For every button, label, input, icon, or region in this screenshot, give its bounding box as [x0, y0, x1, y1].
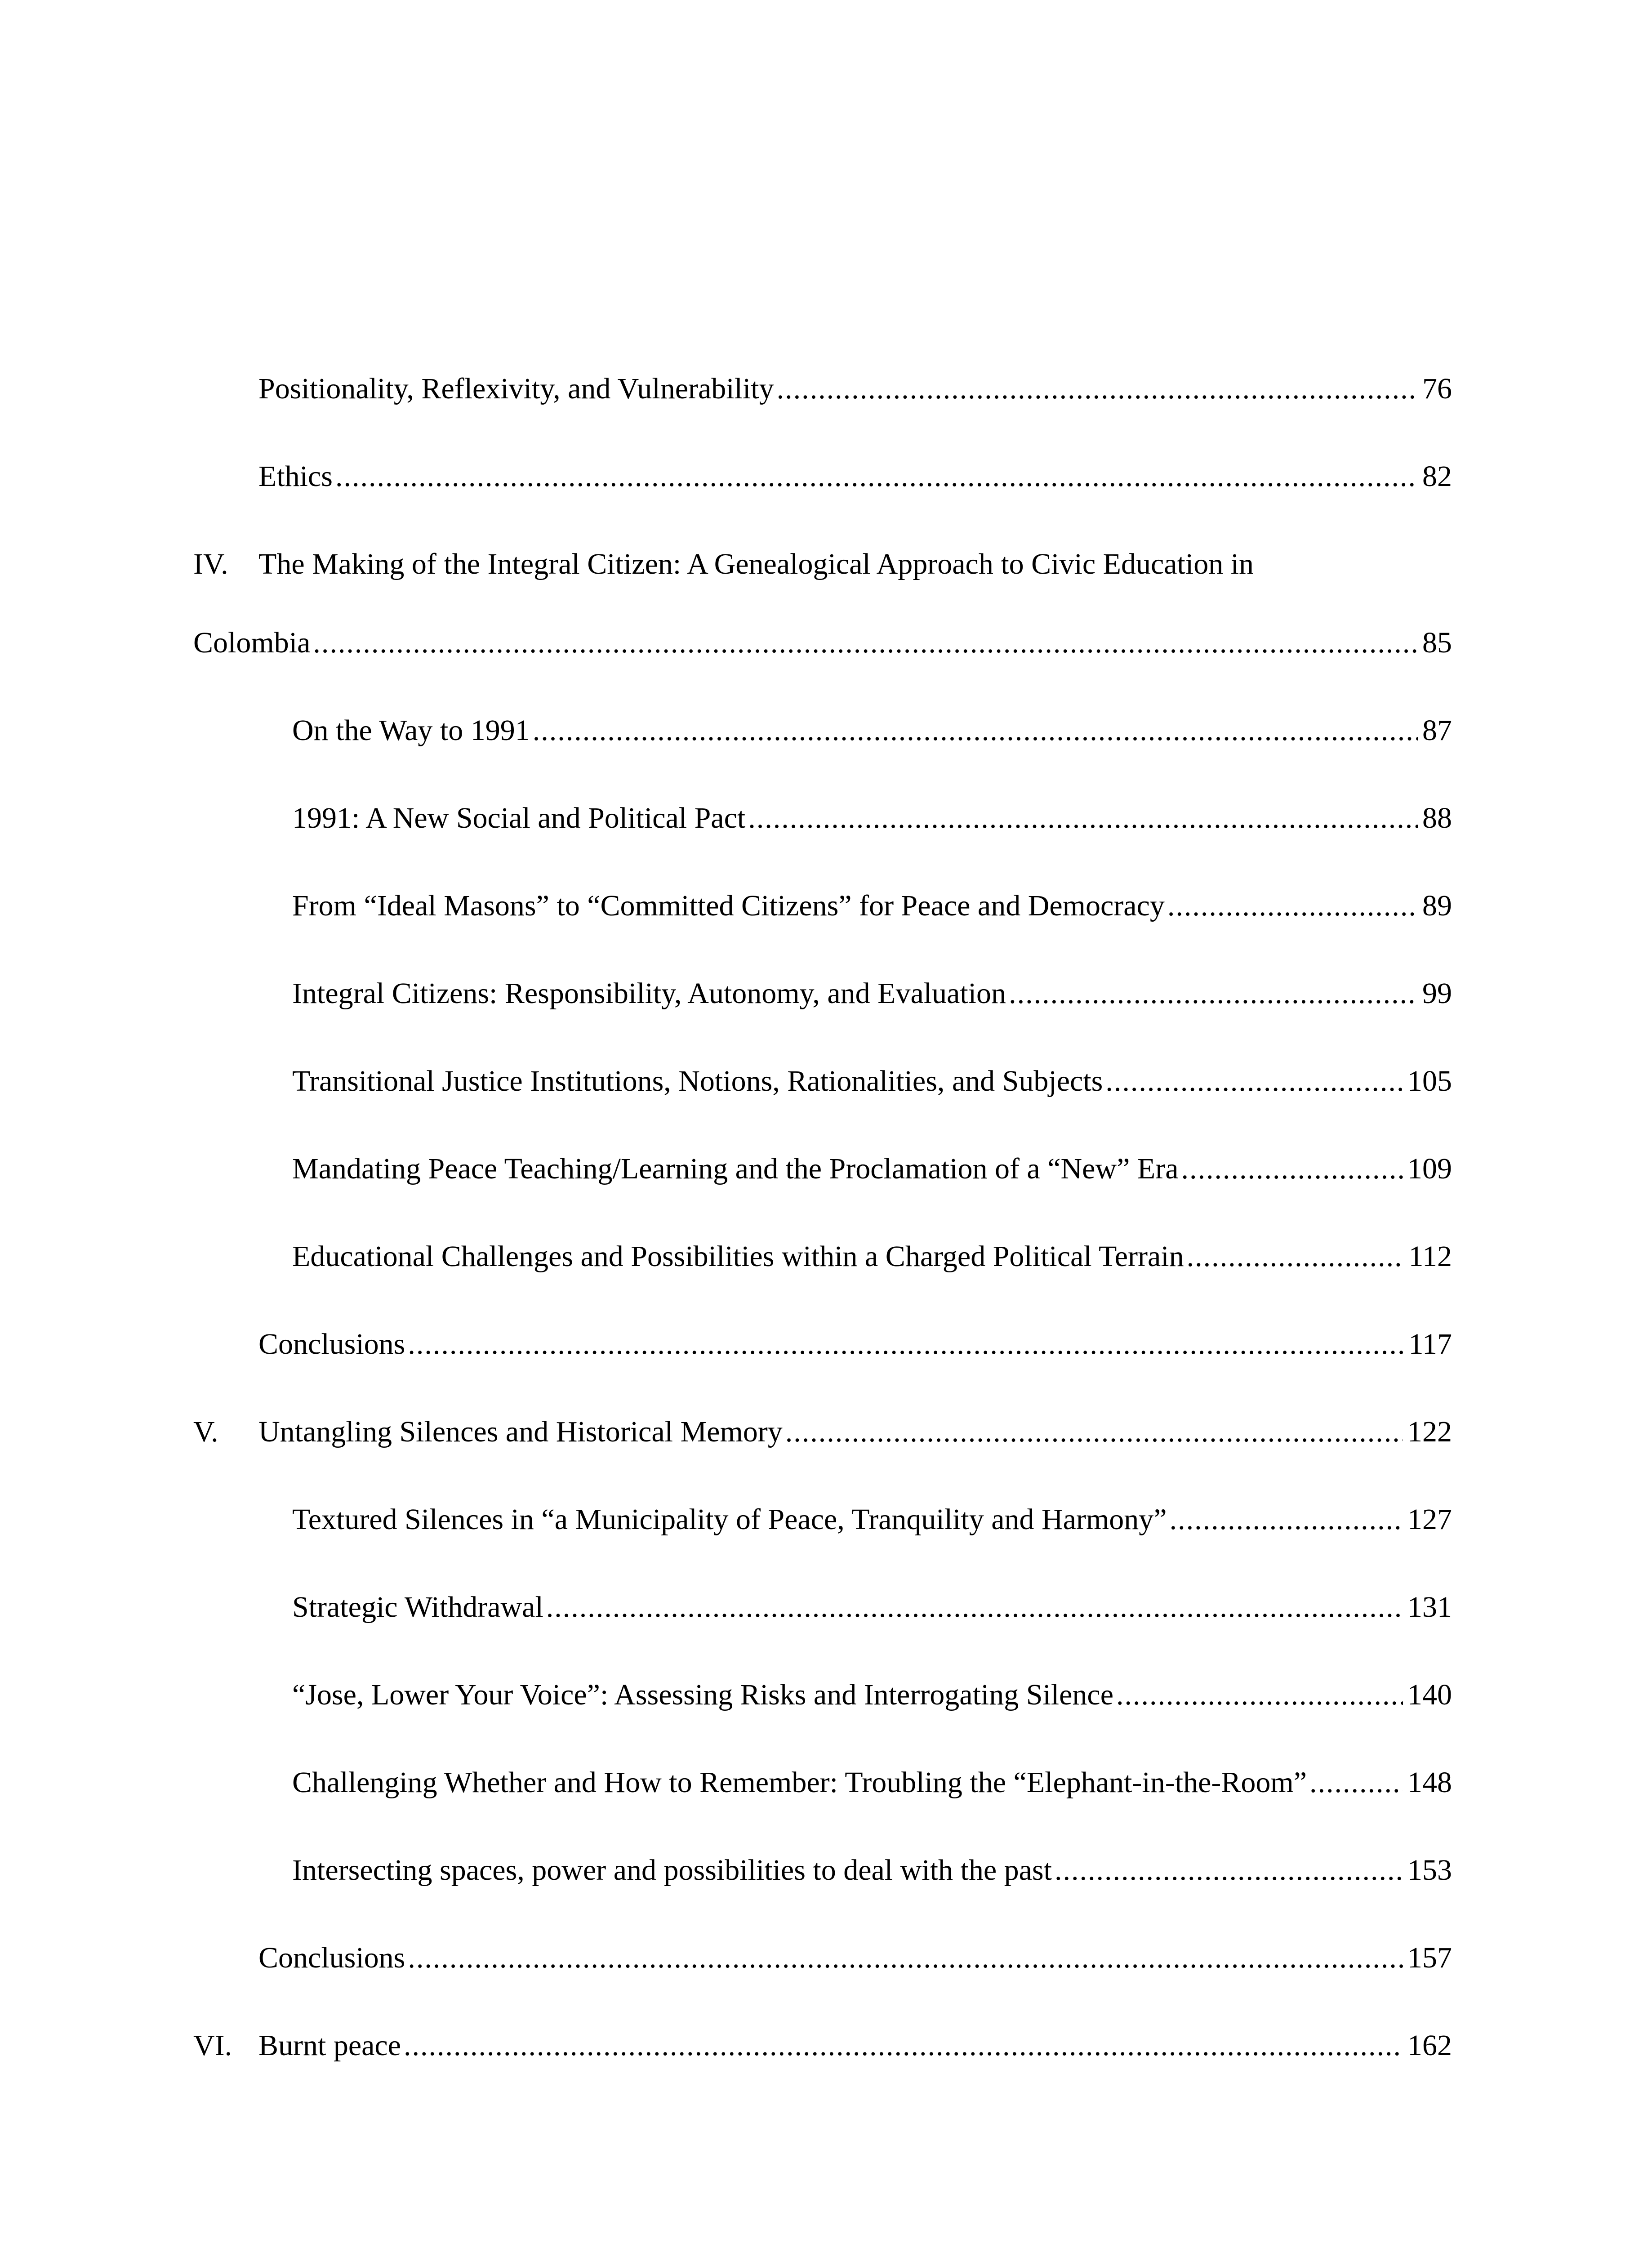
toc-entry-section[interactable]: [292, 794, 1452, 843]
dot-leader: [1116, 1670, 1403, 1720]
dot-leader: [1170, 1495, 1403, 1544]
dot-leader: [1309, 1758, 1403, 1807]
toc-entry-ethics[interactable]: [258, 452, 1452, 501]
toc-entry-title: Strategic Withdrawal: [292, 1591, 543, 1624]
chapter-title-line1: The Making of the Integral Citizen: A Genealogical Approach to Civic Education in: [258, 548, 1254, 580]
toc-entry-title: Textured Silences in “a Municipality of Peace, Tranquility and Harmony”: [292, 1503, 1167, 1536]
toc-entry-section[interactable]: [292, 706, 1452, 755]
toc-entry-conclusions[interactable]: [258, 1933, 1452, 1983]
toc-entry-title: Transitional Justice Institutions, Notions, Rationalities, and Subjects: [292, 1065, 1103, 1097]
toc-page-number: 105: [1407, 1065, 1452, 1097]
dot-leader: [335, 452, 1418, 501]
dot-leader: [748, 794, 1418, 843]
toc-entry-section[interactable]: [292, 969, 1452, 1018]
dot-leader: [1187, 1232, 1404, 1281]
toc-page-number: 157: [1407, 1941, 1452, 1974]
toc-entry-conclusions[interactable]: [258, 1320, 1452, 1369]
toc-entry-title: Integral Citizens: Responsibility, Autonomy, and Evaluation: [292, 977, 1006, 1010]
toc-entry-title: 1991: A New Social and Political Pact: [292, 802, 746, 834]
toc-entry-title: [193, 2021, 404, 2070]
dot-leader: [408, 1933, 1403, 1983]
toc-page-number: 87: [1422, 714, 1452, 747]
toc-entry-section[interactable]: [292, 1232, 1452, 1281]
dot-leader: [404, 2021, 1403, 2070]
toc-page-number: 140: [1407, 1678, 1452, 1711]
toc-chapter-iv-heading[interactable]: [193, 540, 1254, 589]
chapter-title-line2: Colombia: [193, 626, 311, 659]
toc-page-number: 85: [1422, 626, 1452, 659]
toc-entry-section[interactable]: [292, 1495, 1452, 1544]
toc-entry-title: Mandating Peace Teaching/Learning and the Proclamation of a “New” Era: [292, 1152, 1179, 1185]
toc-entry-section[interactable]: [292, 1670, 1452, 1720]
toc-page-number: 82: [1422, 460, 1452, 493]
toc-entry-title: On the Way to 1991: [292, 714, 530, 747]
toc-entry-title: Educational Challenges and Possibilities within a Charged Political Terrain: [292, 1240, 1184, 1273]
chapter-numeral: IV.: [193, 548, 228, 580]
toc-entry-section[interactable]: [292, 1758, 1452, 1807]
toc-entry-title: Challenging Whether and How to Remember: Troubling the “Elephant-in-the-Room”: [292, 1766, 1307, 1799]
toc-page-number: 112: [1408, 1240, 1452, 1273]
toc-page-number: 109: [1407, 1152, 1452, 1185]
toc-page-number: 122: [1407, 1415, 1452, 1448]
dot-leader: [1009, 969, 1418, 1018]
dot-leader: [785, 1407, 1403, 1457]
toc-page-number: 88: [1422, 802, 1452, 834]
toc-page-number: 153: [1407, 1854, 1452, 1887]
toc-entry-title: Positionality, Reflexivity, and Vulnerability: [258, 372, 774, 405]
toc-page-number: 131: [1407, 1591, 1452, 1624]
toc-page-number: 148: [1407, 1766, 1452, 1799]
dot-leader: [777, 364, 1418, 414]
dot-leader: [1055, 1846, 1403, 1895]
dot-leader: [1105, 1057, 1403, 1106]
toc-entry-title: [193, 1407, 785, 1457]
toc-entry-title: Intersecting spaces, power and possibilities to deal with the past: [292, 1854, 1052, 1887]
toc-page-number: 99: [1422, 977, 1452, 1010]
toc-entry-section[interactable]: [292, 1057, 1452, 1106]
toc-entry-section[interactable]: [292, 1144, 1452, 1194]
toc-entry-chapter-vi[interactable]: [193, 2021, 1452, 2070]
chapter-title: Burnt peace: [258, 2029, 401, 2062]
toc-page-number: 162: [1407, 2029, 1452, 2062]
dot-leader: [313, 618, 1418, 668]
toc-page-number: 89: [1422, 889, 1452, 922]
chapter-title: Untangling Silences and Historical Memory: [258, 1415, 783, 1448]
toc-entry-section[interactable]: [292, 1583, 1452, 1632]
chapter-numeral: V.: [193, 1415, 218, 1448]
toc-entry-title: Conclusions: [258, 1328, 405, 1360]
toc-entry-chapter-v[interactable]: [193, 1407, 1452, 1457]
toc-page-number: 117: [1408, 1328, 1452, 1360]
dot-leader: [1181, 1144, 1403, 1194]
dot-leader: [1167, 881, 1418, 931]
dot-leader: [546, 1583, 1403, 1632]
toc-entry-title: Ethics: [258, 460, 333, 493]
toc-entry-section[interactable]: [292, 881, 1452, 931]
toc-page-number: 76: [1422, 372, 1452, 405]
chapter-numeral: VI.: [193, 2029, 232, 2062]
dot-leader: [408, 1320, 1404, 1369]
toc-entry-chapter-iv[interactable]: [193, 618, 1452, 668]
toc-entry-title: Conclusions: [258, 1941, 405, 1974]
toc-entry-title: “Jose, Lower Your Voice”: Assessing Risks and Interrogating Silence: [292, 1678, 1114, 1711]
toc-entry-title: From “Ideal Masons” to “Committed Citizens” for Peace and Democracy: [292, 889, 1165, 922]
toc-entry-section[interactable]: [292, 1846, 1452, 1895]
toc-entry-positionality[interactable]: [258, 364, 1452, 414]
dot-leader: [533, 706, 1418, 755]
toc-page-number: 127: [1407, 1503, 1452, 1536]
